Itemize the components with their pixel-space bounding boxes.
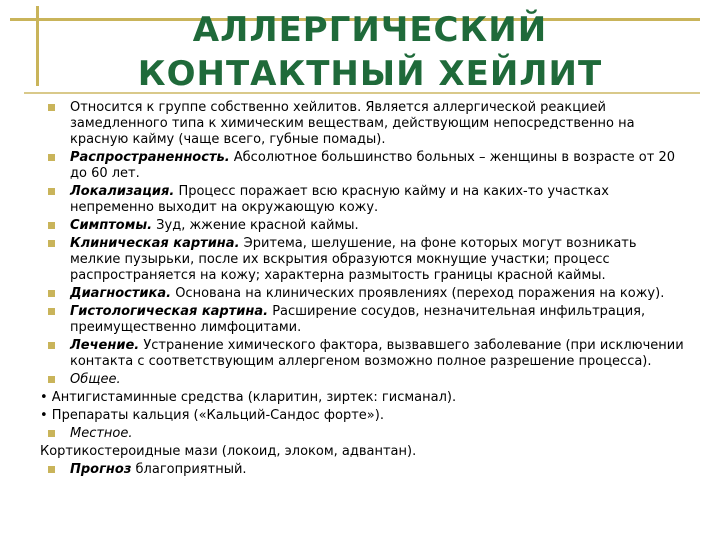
bullet-item-histology — [40, 304, 690, 336]
bullet-text: Зуд, жжение красной каймы. — [152, 218, 359, 233]
bullet-heading: Местное. — [70, 426, 133, 441]
bullet-item-local — [40, 426, 690, 442]
bullet-item-prognosis — [40, 462, 690, 478]
bullet-text: Относится к группе собственно хейлитов. Является аллергической реакцией замедленного типа к химическим веществам, действующим непосредственно на красную кайму (чаще всего, губные помады). — [70, 100, 635, 147]
bullet-heading: Локализация. — [70, 184, 175, 199]
bullet-item-treatment — [40, 338, 690, 370]
bullet-text: Абсолютное большинство больных – женщины в возрасте от 20 до 60 лет. — [70, 150, 675, 181]
bullet-heading: Диагностика. — [70, 286, 172, 301]
list-item-calcium — [40, 408, 690, 424]
bullet-heading: Гистологическая картина. — [70, 304, 269, 319]
bullet-item-prevalence — [40, 150, 690, 182]
bullet-item-clinical-picture — [40, 236, 690, 284]
bullet-list — [40, 100, 690, 480]
bullet-item-general — [40, 372, 690, 388]
bullet-heading: Общее. — [70, 372, 121, 387]
bullet-text: благоприятный. — [131, 462, 247, 477]
list-item-text: • Антигистаминные средства (кларитин, зиртек: гисманал). — [40, 390, 457, 405]
bullet-heading: Прогноз — [70, 462, 132, 477]
bullet-item-localization — [40, 184, 690, 216]
bullet-heading: Лечение. — [70, 338, 140, 353]
bullet-text: Эритема, шелушение, на фоне которых могут возникать мелкие пузырьки, после их вскрытия образуются мокнущие участки; процесс распространяется на кожу; характерна размытость границы красной каймы. — [70, 236, 637, 283]
bullet-text: Основана на клинических проявлениях (переход поражения на кожу). — [171, 286, 665, 301]
bullet-text: Процесс поражает всю красную кайму и на каких-то участках непременно выходит на окружающую кожу. — [70, 184, 609, 215]
slide-title-line-1: АЛЛЕРГИЧЕСКИЙ — [192, 10, 548, 50]
decorative-left-rule — [36, 6, 39, 86]
list-item-antihistamines — [40, 390, 690, 406]
bullet-heading: Симптомы. — [70, 218, 153, 233]
bullet-item-diagnostics — [40, 286, 690, 302]
bullet-text: Расширение сосудов, незначительная инфильтрация, преимущественно лимфоцитами. — [70, 304, 646, 335]
paragraph-ointments — [40, 444, 690, 460]
bullet-text: Устранение химического фактора, вызвавшего заболевание (при исключении контакта с соответствующим аллергеном возможно полное разрешение процесса). — [70, 338, 684, 369]
bullet-heading: Распространенность. — [70, 150, 230, 165]
bullet-heading: Клиническая картина. — [70, 236, 240, 251]
paragraph-text: Кортикостероидные мази (локоид, элоком, адвантан). — [40, 444, 417, 459]
slide-title — [40, 8, 700, 96]
bullet-item-symptoms — [40, 218, 690, 234]
list-item-text: • Препараты кальция («Кальций-Сандос форте»). — [40, 408, 384, 423]
slide-title-line-2: КОНТАКТНЫЙ ХЕЙЛИТ — [137, 54, 603, 94]
bullet-item-definition — [40, 100, 690, 148]
